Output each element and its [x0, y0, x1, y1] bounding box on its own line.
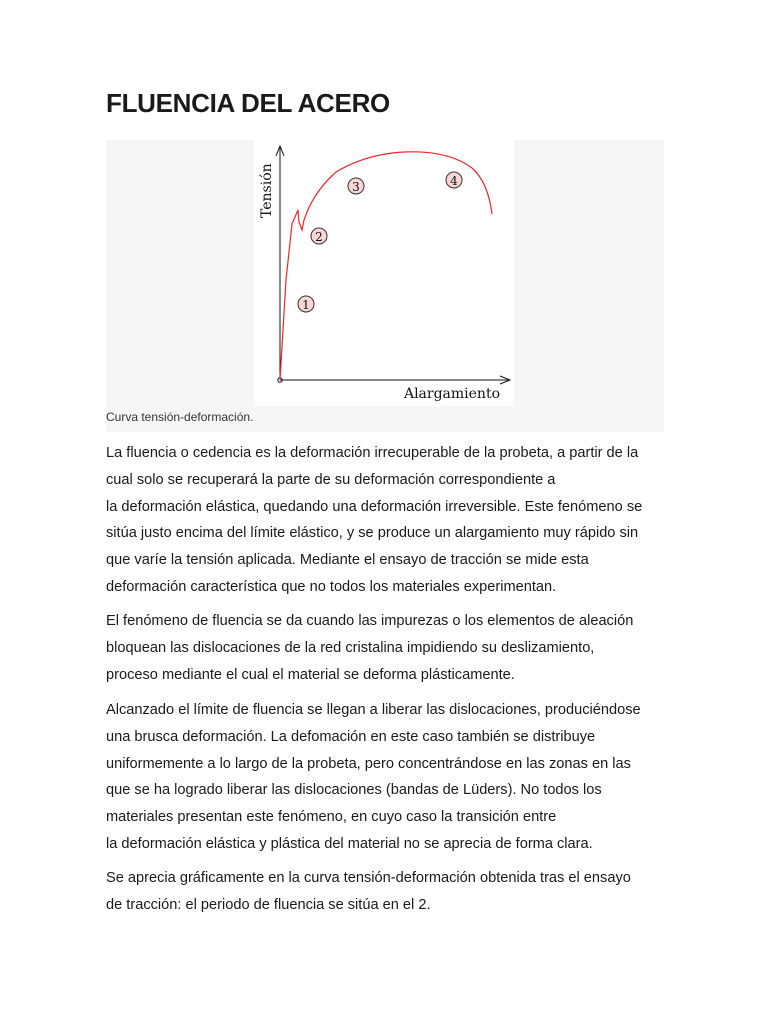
marker-2-label: 2	[315, 230, 323, 244]
paragraph-line: la deformación elástica y plástica del material no se aprecia de forma clara.	[106, 835, 593, 852]
stress-strain-diagram	[254, 140, 514, 406]
x-axis-label: Alargamiento	[403, 386, 500, 402]
marker-3	[348, 178, 364, 194]
paragraph-line: que se ha logrado liberar las dislocaciones (bandas de Lüders). No todos los	[106, 782, 602, 799]
marker-4	[446, 172, 462, 188]
paragraph-line: proceso mediante el cual el material se deforma plásticamente.	[106, 666, 515, 683]
marker-3-label: 3	[352, 180, 360, 194]
stress-strain-curve	[280, 152, 492, 380]
paragraph-line: de tracción: el periodo de fluencia se sitúa en el 2.	[106, 896, 431, 913]
marker-4-label: 4	[450, 174, 458, 188]
paragraph-line: cual solo se recuperará la parte de su deformación correspondiente a	[106, 471, 556, 488]
paragraph-line: sitúa justo encima del límite elástico, y se produce un alargamiento muy rápido sin	[106, 525, 639, 542]
paragraph-line: que varíe la tensión aplicada. Mediante el ensayo de tracción se mide esta	[106, 552, 589, 569]
paragraph-line: una brusca deformación. La defomación en este caso también se distribuye	[106, 728, 596, 745]
marker-1	[298, 296, 314, 312]
paragraph-line: Alcanzado el límite de fluencia se llegan a liberar las dislocaciones, produciéndose	[106, 702, 641, 718]
y-axis-label: Tensión	[259, 163, 275, 218]
stress-strain-svg	[254, 140, 514, 406]
paragraph-line: uniformemente a lo largo de la probeta, pero concentrándose en las zonas en las	[106, 755, 631, 772]
paragraph-1	[106, 440, 662, 601]
paragraph-line: Se aprecia gráficamente en la curva tensión-deformación obtenida tras el ensayo	[106, 870, 631, 886]
figure-caption: Curva tensión-deformación.	[106, 410, 254, 424]
paragraph-line: deformación característica que no todos los materiales experimentan.	[106, 578, 557, 595]
paragraph-2	[106, 608, 662, 688]
paragraph-4	[106, 865, 662, 919]
marker-2	[311, 228, 327, 244]
paragraph-line: El fenómeno de fluencia se da cuando las impurezas o los elementos de aleación	[106, 613, 634, 629]
paragraph-line: la deformación elástica, quedando una deformación irreversible. Este fenómeno se	[106, 498, 643, 515]
marker-1-label: 1	[302, 298, 310, 312]
figure	[106, 140, 664, 432]
paragraph-3	[106, 697, 662, 858]
paragraph-line: materiales presentan este fenómeno, en cuyo caso la transición entre	[106, 809, 557, 826]
page-title: FLUENCIA DEL ACERO	[106, 88, 390, 118]
paragraph-line: bloquean las dislocaciones de la red cristalina impidiendo su deslizamiento,	[106, 639, 595, 656]
paragraph-line: La fluencia o cedencia es la deformación irrecuperable de la probeta, a partir de la	[106, 445, 639, 461]
